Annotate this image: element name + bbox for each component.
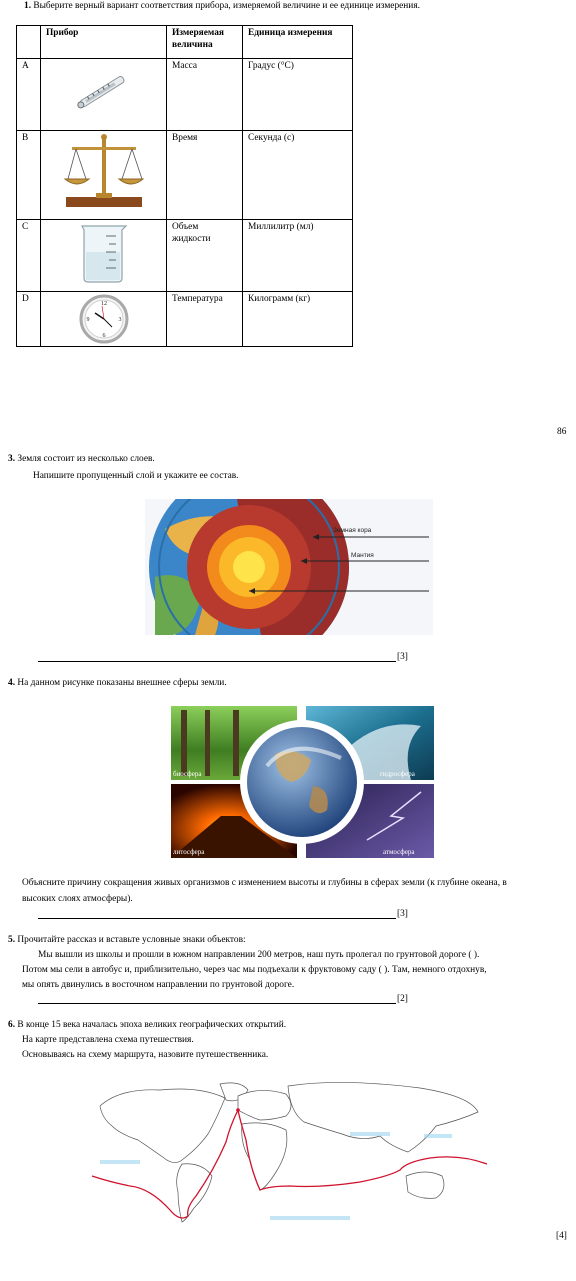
table-row [17,220,353,292]
quantity-cell: Объем жидкости [167,220,243,292]
q5-line3: мы опять двинулись в восточном направлении по грунтовой дороге. [22,980,295,990]
magellan-route-map [90,1076,487,1229]
quantity-cell: Температура [167,292,243,347]
label-crust: Земная кора [333,527,372,534]
quantity-cell: Масса [167,59,243,131]
table-header-row [17,26,353,59]
svg-text:6: 6 [102,333,105,339]
header-quantity: Измеряемая величина [167,26,243,59]
svg-text:12: 12 [100,301,107,307]
q5-score: [2] [397,994,408,1004]
device-cell [41,220,167,292]
unit-cell: Градус (°C) [243,59,353,131]
device-cell [41,131,167,220]
balance-scale-icon [62,133,146,213]
q5-line1: Мы вышли из школы и прошли в южном направлении 200 метров, наш путь пролегал по грунтовой дороге ( ). [38,950,480,960]
spheres-collage [171,706,434,858]
q3-score: [3] [397,652,408,662]
q4-number: 4. [8,678,16,688]
q3-title: 3. Земля состоит из несколько слоев. [8,454,155,464]
q1-prompt: 1. Выберите верный вариант соответствия прибора, измеряемой величине и ее единице измерения. [24,1,420,11]
table-row [17,131,353,220]
unit-cell: Килограмм (кг) [243,292,353,347]
table-row [17,59,353,131]
row-letter: C [17,220,41,292]
beaker-icon [76,222,132,284]
thermometer-icon [69,61,139,121]
row-letter: B [17,131,41,220]
q3-answer-line[interactable] [38,661,396,662]
wall-clock-icon [78,294,130,344]
q6-line2: Основываясь на схему маршрута, назовите путешественника. [22,1050,269,1060]
earth-spheres-figure [171,706,434,858]
q5-number: 5. [8,935,16,945]
q5-title: 5. Прочитайте рассказ и вставьте условные знаки объектов: [8,935,246,945]
earth-layers-figure [145,499,433,635]
q1-text: Выберите верный вариант соответствия прибора, измеряемой величине и ее единице измерения. [33,1,420,11]
q3-number: 3. [8,454,16,464]
q6-line1: На карте представлена схема путешествия. [22,1035,194,1045]
device-cell [41,59,167,131]
q4-score: [3] [397,909,408,919]
header-letter [17,26,41,59]
svg-text:3: 3 [118,317,121,323]
q4-task-line1: Объясните причину сокращения живых организмов с изменением высоты и глубины в сферах земли (к глубине океана, в [22,878,507,888]
quantity-cell: Время [167,131,243,220]
earth-globe-icon [247,727,357,837]
q1-number: 1 [24,1,29,11]
q3-instruction: Напишите пропущенный слой и укажите ее состав. [33,471,239,481]
q4-task-line2: высоких слоях атмосферы). [22,894,133,904]
header-unit: Единица измерения [243,26,353,59]
q4-answer-line[interactable] [38,918,396,919]
svg-text:9: 9 [86,317,89,323]
row-letter: A [17,59,41,131]
label-hydrosphere: гидросфера [380,770,415,778]
table-row [17,292,353,347]
earth-cross-section-diagram [145,499,433,635]
q4-title: 4. На данном рисунке показаны внешнее сферы земли. [8,678,227,688]
label-mantle: Мантия [351,552,374,559]
header-device: Прибор [41,26,167,59]
q6-score: [4] [556,1231,567,1241]
page-number: 86 [557,427,567,437]
label-atmosphere: атмосфера [383,848,415,856]
q5-line2: Потом мы сели в автобус и, приблизительно, через час мы подъехали к фруктовому саду ( ). Там, немного отдохнув, [22,965,487,975]
row-letter: D [17,292,41,347]
device-cell [41,292,167,347]
q6-title: 6. В конце 15 века началась эпоха великих географических открытий. [8,1020,287,1030]
world-map-figure [90,1076,487,1229]
q1-matching-table [16,25,353,347]
label-biosphere: биосфера [173,770,202,778]
q6-number: 6. [8,1020,16,1030]
unit-cell: Секунда (с) [243,131,353,220]
label-lithosphere: литосфера [173,848,205,856]
unit-cell: Миллилитр (мл) [243,220,353,292]
q5-answer-line[interactable] [38,1003,396,1004]
